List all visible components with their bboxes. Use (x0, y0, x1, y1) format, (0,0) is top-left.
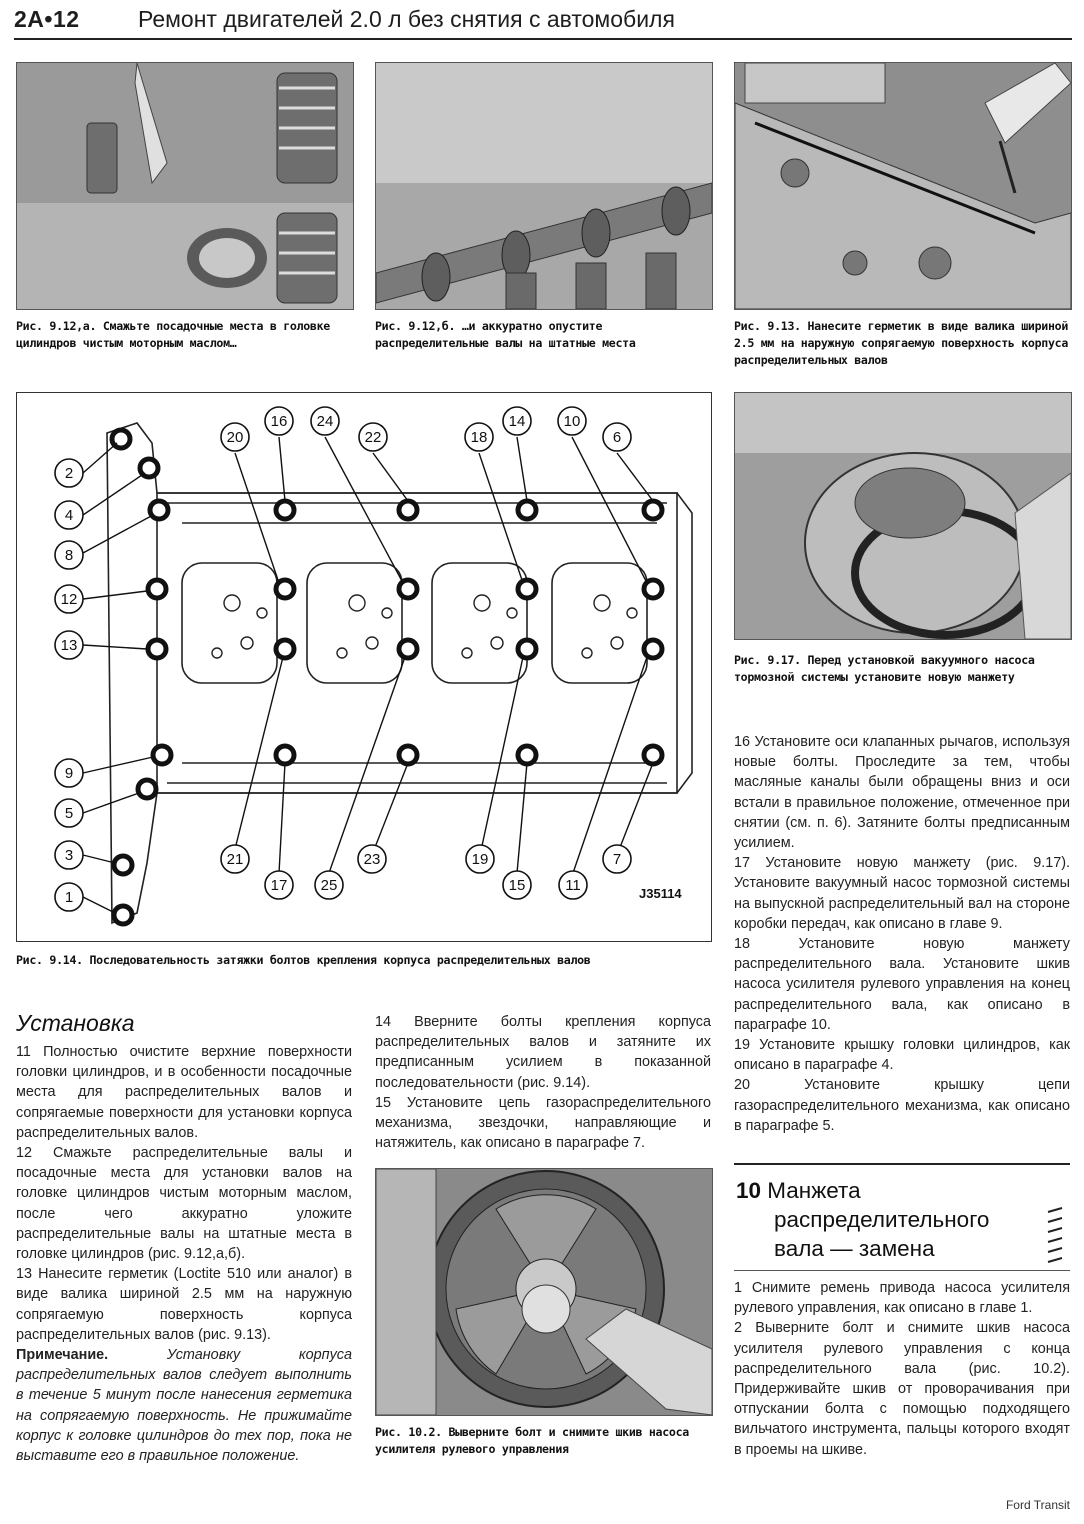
section-10-rule (734, 1163, 1070, 1165)
note-label: Примечание. (16, 1347, 109, 1364)
svg-text:18: 18 (470, 429, 488, 446)
page-number: 2A•12 (14, 6, 80, 32)
section-10-paragraph-2: 2 Выверните болт и снимите шкив насоса усилителя рулевого управления с конца распределительного вала (рис. 10.2). Придерживайте шкив от проворачивания при отпускании болта с помощью подходящего вильчатого инструмента, пальцы которого входят в проемы на шкиве. (734, 1320, 1070, 1458)
text-col-right-top (734, 732, 1070, 1136)
svg-text:21: 21 (226, 851, 244, 868)
section-10-paragraph-1: 1 Снимите ремень привода насоса усилителя рулевого управления, как описано в главе 1. (734, 1280, 1070, 1317)
photo-fig-10-2 (375, 1168, 713, 1416)
page-footer: Ford Transit (1005, 1498, 1070, 1512)
note (16, 1345, 352, 1466)
paragraph-18: 18 Установите новую манжету распределительного вала. Установите шкив насоса усилителя рулевого управления на конец распределительного вала, как описано в параграфе 10. (734, 936, 1070, 1033)
bolt-label (55, 841, 83, 869)
bolt-label (55, 883, 83, 911)
difficulty-wrench-icon (1044, 1206, 1066, 1266)
paragraph-15: 15 Установите цепь газораспределительного механизма, звездочки, направляющие и натяжитель, как описано в параграфе 7. (375, 1094, 711, 1152)
caption-fig-9-12a: Рис. 9.12,а. Смажьте посадочные места в головке цилиндров чистым моторным маслом… (16, 319, 330, 350)
bolt-label (311, 407, 339, 435)
paragraph-20: 20 Установите крышку цепи газораспределительного механизма, как описано в параграфе 5. (734, 1077, 1070, 1134)
svg-text:5: 5 (64, 805, 74, 822)
photo-fig-9-13 (734, 62, 1072, 310)
caption-fig-9-13: Рис. 9.13. Нанесите герметик в виде валика шириной 2.5 мм на наружную сопрягаемую поверхность корпуса распределительных валов (734, 319, 1069, 367)
bolt-label (503, 871, 531, 899)
paragraph-11: 11 Полностью очистите верхние поверхности головки цилиндров, и в особенности посадочные места для распределительных валов и сопрягаемые поверхности для установки корпуса распределительных валов. (16, 1044, 352, 1141)
svg-text:7: 7 (612, 851, 622, 868)
svg-text:16: 16 (270, 413, 288, 430)
svg-text:8: 8 (64, 547, 74, 564)
section-10-title-line1: Манжета (767, 1178, 861, 1203)
section-10-divider (734, 1270, 1070, 1271)
section-10-number: 10 (736, 1178, 762, 1203)
diagram-fig-9-14 (16, 392, 712, 942)
svg-text:11: 11 (565, 877, 581, 894)
bolt-label (265, 407, 293, 435)
note-text: Установку корпуса распределительных валов следует выполнить в течение 5 минут после нанесения герметика на сопрягаемую поверхность. Не прижимайте корпус к головке цилиндров до тех пор, пока не выставите его в правильное положение. (16, 1347, 352, 1465)
paragraph-16: 16 Установите оси клапанных рычагов, используя новые болты. Проследите за тем, чтобы масляные каналы были обращены вниз и оси встали в правильное положение, отмеченное при снятии (см. п. 6). Затяните болты предписанным усилием. (734, 734, 1070, 852)
svg-text:14: 14 (508, 413, 526, 430)
bolt-label (55, 585, 83, 613)
section-10-title-line3: вала — замена (774, 1236, 935, 1261)
section-title-install: Установка (16, 1010, 135, 1036)
bolt-label (55, 759, 83, 787)
photo-fig-9-12a (16, 62, 354, 310)
bolt-label (55, 631, 83, 659)
bolt-label (315, 871, 343, 899)
section-10-title-line2: распределительного (774, 1207, 990, 1232)
section-10-title (736, 1176, 1066, 1263)
bolt-label (603, 423, 631, 451)
caption-fig-10-2: Рис. 10.2. Выверните болт и снимите шкив насоса усилителя рулевого управления (375, 1425, 689, 1456)
svg-text:2: 2 (64, 465, 74, 482)
text-col-left (16, 1042, 352, 1466)
caption-fig-9-12b: Рис. 9.12,б. …и аккуратно опустите распределительные валы на штатные места (375, 319, 636, 350)
bolt-label (55, 459, 83, 487)
svg-text:9: 9 (64, 765, 74, 782)
bolt-label (466, 845, 494, 873)
paragraph-12: 12 Смажьте распределительные валы и посадочные места для установки валов на головке цилиндров чистым моторным маслом, после чего аккуратно уложите распределительные валы на штатные места в головке цилиндров (рис. 9.12,а,б). (16, 1145, 352, 1263)
caption-fig-9-17: Рис. 9.17. Перед установкой вакуумного насоса тормозной системы установите новую манжету (734, 653, 1035, 684)
pulley-photo (376, 1169, 712, 1415)
svg-text:20: 20 (226, 429, 244, 446)
text-section-10 (734, 1278, 1070, 1460)
svg-text:15: 15 (508, 877, 526, 894)
bolt-label (55, 541, 83, 569)
diagram-code: J35114 (639, 886, 682, 901)
caption-fig-9-14: Рис. 9.14. Последовательность затяжки болтов крепления корпуса распределительных валов (16, 953, 591, 967)
svg-text:13: 13 (60, 637, 78, 654)
paragraph-14: 14 Вверните болты крепления корпуса распределительных валов и затяните их предписанным усилием в показанной последовательности (рис. 9.14). (375, 1014, 711, 1091)
bolt-label (55, 799, 83, 827)
paragraph-13: 13 Нанесите герметик (Loctite 510 или аналог) в виде валика шириной 2.5 мм на наружную сопрягаемую поверхность корпуса распределительных валов (рис. 9.13). (16, 1266, 352, 1343)
svg-text:12: 12 (60, 591, 78, 608)
svg-text:19: 19 (471, 851, 489, 868)
svg-text:3: 3 (64, 847, 74, 864)
header-rule (14, 38, 1072, 40)
bolt-label (221, 423, 249, 451)
vacuum-pump-seal-photo (735, 393, 1071, 639)
photo-fig-9-12b (375, 62, 713, 310)
svg-text:10: 10 (563, 413, 581, 430)
bolt-label (359, 423, 387, 451)
cylinder-head-photo (17, 63, 353, 309)
bolt-label (221, 845, 249, 873)
svg-text:24: 24 (316, 413, 334, 430)
svg-text:23: 23 (363, 851, 381, 868)
svg-text:17: 17 (270, 877, 288, 894)
text-col-middle (375, 1012, 711, 1153)
bolt-label (265, 871, 293, 899)
svg-text:1: 1 (64, 889, 74, 906)
bolt-label (358, 845, 386, 873)
svg-text:25: 25 (320, 877, 338, 894)
sealant-photo (735, 63, 1071, 309)
paragraph-19: 19 Установите крышку головки цилиндров, как описано в параграфе 4. (734, 1037, 1070, 1074)
page-header (14, 6, 1074, 36)
bolt-label (559, 871, 587, 899)
bolt-label (55, 501, 83, 529)
svg-text:6: 6 (612, 429, 622, 446)
bolt-label (603, 845, 631, 873)
bolt-label (465, 423, 493, 451)
bolt-label (558, 407, 586, 435)
camshaft-housing-diagram (17, 393, 711, 941)
photo-fig-9-17 (734, 392, 1072, 640)
svg-text:22: 22 (364, 429, 382, 446)
page-title: Ремонт двигателей 2.0 л без снятия с автомобиля (138, 6, 675, 32)
paragraph-17: 17 Установите новую манжету (рис. 9.17). Установите вакуумный насос тормозной системы на выпускной распределительный вал на стороне коробки передач, как описано в главе 9. (734, 855, 1070, 932)
camshaft-photo (376, 63, 712, 309)
svg-text:4: 4 (64, 507, 74, 524)
bolt-label (503, 407, 531, 435)
